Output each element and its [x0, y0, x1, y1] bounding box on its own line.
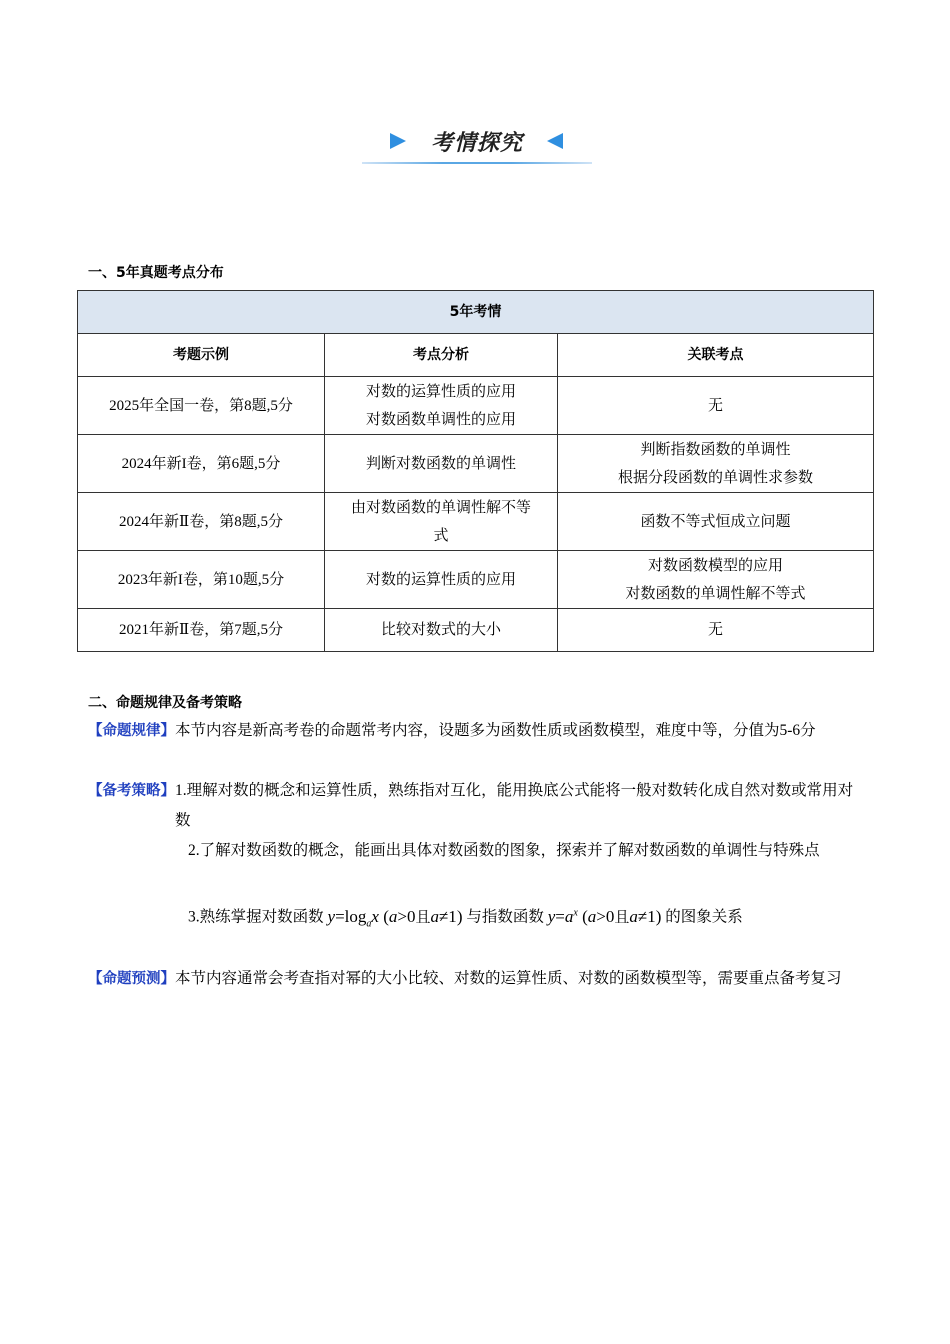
- predict-text: 本节内容通常会考查指对幂的大小比较、对数的运算性质、对数的函数模型等，需要重点备考复习: [175, 970, 842, 987]
- related-cell: 判断指数函数的单调性 根据分段函数的单调性求参数: [558, 435, 874, 493]
- rule-paragraph: [88, 716, 868, 746]
- section-banner: [362, 122, 592, 166]
- table-row: [78, 493, 874, 551]
- related-cell: 无: [558, 609, 874, 652]
- banner-title: 考情探究: [430, 131, 523, 156]
- rule-text: 本节内容是新高考卷的命题常考内容，设题多为函数性质或函数模型，难度中等，分值为5-6分: [175, 722, 816, 739]
- column-header: 考点分析: [325, 334, 558, 377]
- example-cell: 2023年新I卷，第10题,5分: [78, 551, 325, 609]
- table-row: [78, 435, 874, 493]
- strategy-tag: 【备考策略】: [88, 783, 175, 799]
- analysis-cell: 对数的运算性质的应用: [325, 551, 558, 609]
- analysis-cell: 由对数函数的单调性解不等 式: [325, 493, 558, 551]
- strategy-item-2: 2.了解对数函数的概念，能画出具体对数函数的图象，探索并了解对数函数的单调性与特殊点: [188, 842, 820, 859]
- exam-table: [77, 290, 874, 652]
- related-cell: 无: [558, 377, 874, 435]
- analysis-cell: 比较对数式的大小: [325, 609, 558, 652]
- table-row: [78, 609, 874, 652]
- log-function-formula: $y=\log_ax$ (a>0且a≠1): [327, 906, 463, 930]
- analysis-cell: 对数的运算性质的应用 对数函数单调性的应用: [325, 377, 558, 435]
- example-cell: 2021年新Ⅱ卷，第7题,5分: [78, 609, 325, 652]
- related-cell: 函数不等式恒成立问题: [558, 493, 874, 551]
- related-cell: 对数函数模型的应用 对数函数的单调性解不等式: [558, 551, 874, 609]
- rule-tag: 【命题规律】: [88, 723, 175, 739]
- strategy-paragraph: [88, 776, 868, 836]
- column-header: 考题示例: [78, 334, 325, 377]
- exp-function-formula: $y=a^x$ (a>0且a≠1): [547, 906, 662, 926]
- table-caption: 5年考情: [78, 291, 874, 334]
- left-triangle-icon: [544, 130, 566, 152]
- column-header: 关联考点: [558, 334, 874, 377]
- table-row: [78, 551, 874, 609]
- example-cell: 2024年新I卷，第6题,5分: [78, 435, 325, 493]
- example-cell: 2024年新Ⅱ卷，第8题,5分: [78, 493, 325, 551]
- analysis-cell: 判断对数函数的单调性: [325, 435, 558, 493]
- section-heading-distribution: 一、5年真题考点分布: [88, 265, 224, 281]
- strategy-item-1: 1.理解对数的概念和运算性质，熟练指对互化，能用换底公式能将一般对数转化成自然对数或常用对数: [175, 782, 854, 829]
- example-cell: 2025年全国一卷，第8题,5分: [78, 377, 325, 435]
- predict-paragraph: [88, 964, 868, 994]
- banner-underline: [362, 162, 592, 164]
- strategy-item-3: 3.熟练掌握对数函数 $y=\log_ax$ (a>0且a≠1) 与指数函数 $y=a^x$ (a>0且a≠1) 的图象关系: [188, 906, 743, 930]
- section-heading-strategy: 二、命题规律及备考策略: [88, 695, 242, 711]
- table-row: [78, 377, 874, 435]
- predict-tag: 【命题预测】: [88, 971, 175, 987]
